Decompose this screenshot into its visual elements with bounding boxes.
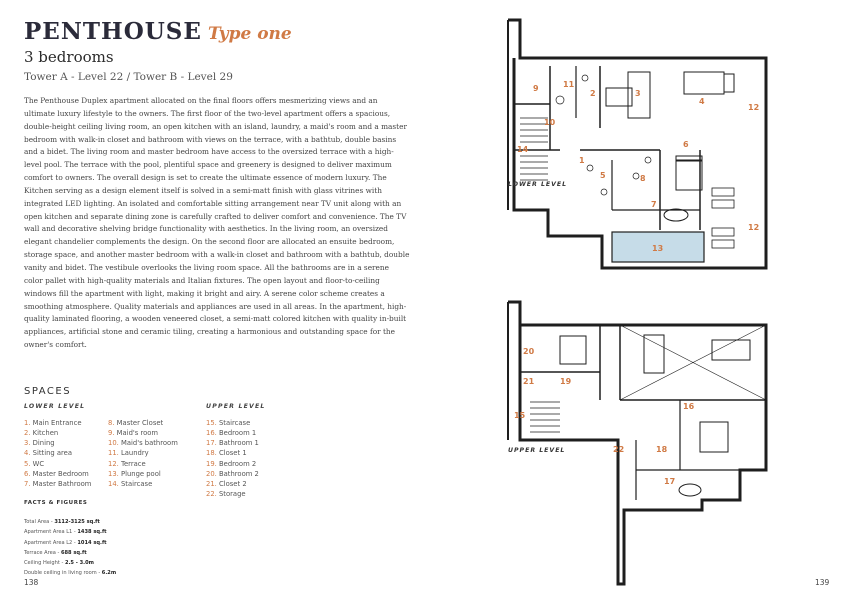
space-number: 7. <box>24 479 31 488</box>
room-number: 6 <box>683 140 689 149</box>
fact-label: Apartment Area L1 - <box>24 529 78 536</box>
space-label: Plunge pool <box>118 469 161 478</box>
upper-level-heading: UPPER LEVEL <box>206 403 266 410</box>
space-number: 14. <box>108 479 119 488</box>
title-sub: Type one <box>207 24 292 44</box>
space-number: 4. <box>24 449 31 458</box>
room-number: 4 <box>699 97 705 106</box>
lower-level-heading: LOWER LEVEL <box>24 403 86 410</box>
space-label: Storage <box>216 490 246 499</box>
space-number: 21. <box>206 479 217 488</box>
room-number: 13 <box>652 244 664 253</box>
fact-value: 2.5 - 3.0m <box>64 560 94 567</box>
fact-value: 6.2m <box>101 570 117 577</box>
space-label: Bathroom 2 <box>216 469 259 478</box>
space-number: 19. <box>206 459 217 468</box>
space-label: Maid's bathroom <box>118 439 178 448</box>
space-number: 15. <box>206 419 217 427</box>
description-text: The Penthouse Duplex apartment allocated on the final floors offers mesmerizing views and an ultimate luxury lifestyle to the owners. The first floor of the two-level apartment offers a spacious, double-height ceiling living room, an open kitchen with an island, laundry, a maid's room and a master bedroom with walk-in closet and bathroom with views on the terrace, with a bathtub, double basins and a bidet. The living room and master bedroom have access to the oversized terrace with a high-level pool. The terrace with the pool, plentiful space and greenery is designed to deliver maximum comfort to owners. The overall design is set to create the ultimate essence of modern luxury. The Kitchen serving as a design element itself is solved in a semi-matt finish with glass vitrines with integrated LED lighting. An isolated and comfortable sitting arrangement near TV unit along with an open kitchen and separate dining zone is carefully crafted to deliver comfort and convenience. The TV wall and decorative shelving bridge functionality with aesthetics. In the living room, an oversized elegant chandelier complements the design. On the second floor are allocated an ensuite bedroom, storage space, and another master bedroom with a walk-in closet and bathroom with a bathtub, double vanity and bidet. The vestibule overlooks the living room space. All the bathrooms are in a serene color pallet with high-quality materials and Italian fixtures. The open layout and floor-to-ceiling windows fill the apartment with light, making it bright and airy. A serene color scheme creates a smoothing atmosphere. Quality materials and appliances are used in all areas. In the apartment, high-quality laminated flooring, a wooden veneered closet, a semi-matt colored kitchen with quality in-built appliances, artificial stone and ceramic tiling, creating a harmonious and outstanding space for the owner's comfort. <box>24 96 410 350</box>
fact-value: 3112-3125 sq.ft <box>54 519 100 525</box>
fact-value: 688 sq.ft <box>60 549 87 556</box>
room-number: 14 <box>517 145 529 154</box>
space-label: Closet 1 <box>216 449 247 458</box>
fact-value: 1014 sq.ft <box>77 539 107 546</box>
room-number: 2 <box>590 89 596 98</box>
space-label: Dining <box>30 439 55 448</box>
space-label: Master Closet <box>114 419 164 427</box>
fact-label: Terrace Area - <box>24 549 61 556</box>
space-label: Master Bedroom <box>30 469 89 478</box>
fact-label: Apartment Area L2 - <box>24 539 78 546</box>
space-label: Master Bathroom <box>30 479 92 488</box>
space-number: 8. <box>108 419 115 427</box>
page-number-right: 139 <box>815 578 830 587</box>
room-number: 3 <box>635 89 641 98</box>
room-number: 15 <box>514 411 526 420</box>
space-number: 12. <box>108 459 119 468</box>
room-number: 17 <box>664 477 676 486</box>
space-label: Staircase <box>216 419 251 427</box>
spaces-heading: SPACES <box>24 386 72 397</box>
room-number: 16 <box>683 402 695 411</box>
space-number: 11. <box>108 449 119 458</box>
space-label: Maid's room <box>114 429 159 438</box>
upper-level-plan-label: UPPER LEVEL <box>508 447 566 454</box>
room-number: 22 <box>613 445 625 454</box>
space-number: 3. <box>24 439 31 448</box>
upper-level-plan <box>508 302 766 584</box>
room-number: 1 <box>579 156 585 165</box>
room-number: 20 <box>523 347 535 356</box>
space-label: WC <box>30 459 45 468</box>
page-number-left: 138 <box>24 578 39 587</box>
room-number: 5 <box>600 171 606 180</box>
space-number: 16. <box>206 429 217 438</box>
room-number: 12 <box>748 223 760 232</box>
bedrooms-subtitle: 3 bedrooms <box>24 48 114 66</box>
fact-value: 1438 sq.ft <box>77 529 107 536</box>
space-label: Bedroom 2 <box>216 459 257 468</box>
room-number: 7 <box>651 200 657 209</box>
tower-levels: Tower A - Level 22 / Tower B - Level 29 <box>24 71 233 83</box>
room-number: 9 <box>533 84 539 93</box>
room-number: 11 <box>563 80 575 89</box>
space-number: 9. <box>108 429 115 438</box>
space-number: 17. <box>206 439 217 448</box>
space-number: 1. <box>24 419 31 427</box>
space-label: Bathroom 1 <box>216 439 259 448</box>
room-number: 8 <box>640 174 646 183</box>
space-number: 22. <box>206 490 217 499</box>
space-number: 10. <box>108 439 119 448</box>
space-label: Sitting area <box>30 449 73 458</box>
room-number: 18 <box>656 445 668 454</box>
facts-heading: FACTS & FIGURES <box>24 500 88 506</box>
fact-label: Ceiling Height - <box>24 560 65 567</box>
space-label: Closet 2 <box>216 479 247 488</box>
space-number: 6. <box>24 469 31 478</box>
title-main: PENTHOUSE <box>24 18 202 45</box>
space-label: Staircase <box>118 479 153 488</box>
space-label: Kitchen <box>30 429 59 438</box>
space-number: 5. <box>24 459 31 468</box>
lower-level-plan-label: LOWER LEVEL <box>508 181 568 188</box>
space-number: 13. <box>108 469 119 478</box>
space-number: 18. <box>206 449 217 458</box>
space-number: 2. <box>24 429 31 438</box>
space-label: Terrace <box>118 459 146 468</box>
fact-label: Total Area - <box>24 519 55 525</box>
room-number: 10 <box>544 118 556 127</box>
lower-level-plan <box>508 20 766 268</box>
room-number: 12 <box>748 103 760 112</box>
space-label: Laundry <box>118 449 149 458</box>
space-number: 20. <box>206 469 217 478</box>
room-number: 21 <box>523 377 535 386</box>
fact-label: Double ceiling in living room - <box>24 570 102 577</box>
space-label: Bedroom 1 <box>216 429 257 438</box>
space-label: Main Entrance <box>30 419 82 427</box>
room-number: 19 <box>560 377 572 386</box>
